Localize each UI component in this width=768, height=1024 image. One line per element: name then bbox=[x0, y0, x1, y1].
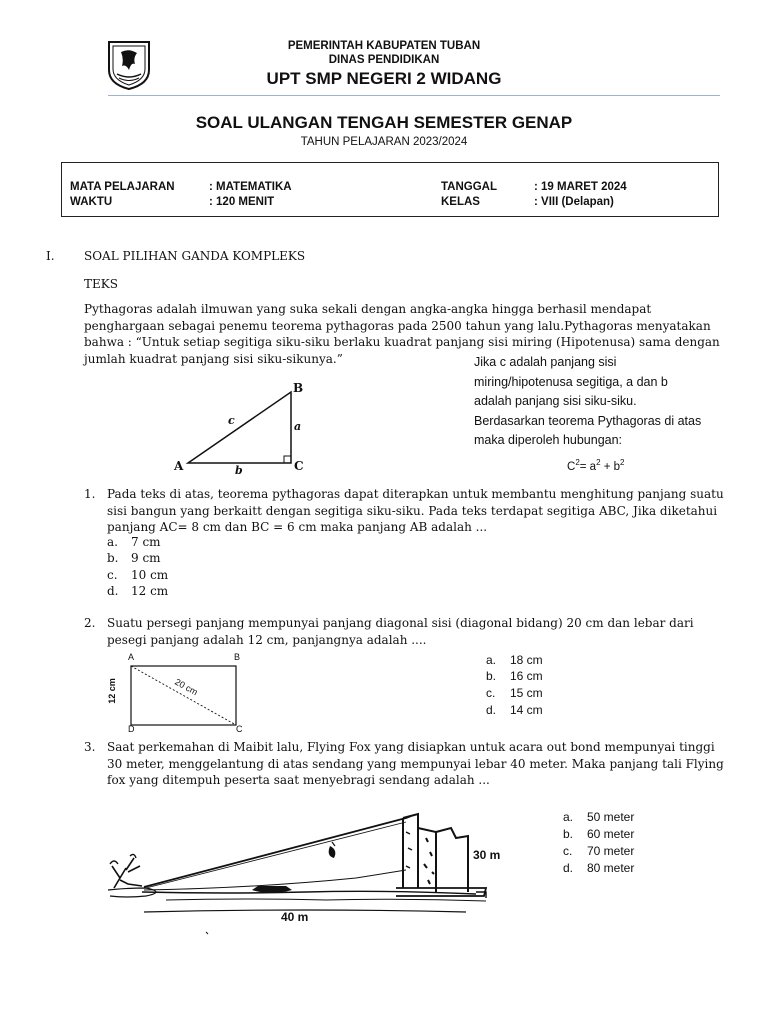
q1-option-d-letter: d. bbox=[107, 584, 119, 598]
q1-option-d-text: 12 cm bbox=[131, 584, 169, 598]
date-value: : 19 MARET 2024 bbox=[534, 181, 627, 193]
q3-option-d-text: 80 meter bbox=[587, 861, 635, 875]
date-label: TANGGAL bbox=[441, 181, 498, 193]
flying-fox-figure bbox=[106, 808, 546, 948]
question-3-number: 3. bbox=[84, 740, 96, 754]
q1-option-b-letter: b. bbox=[107, 551, 119, 565]
triangle-label-C: C bbox=[294, 459, 304, 473]
intro-paragraph: Pythagoras adalah ilmuwan yang suka sekali dengan angka-angka hingga berhasil mendapat penghargaan sebagai penemu teorema pythagoras pada 2500 tahun yang lalu.Pythagoras menyatakan bahwa : “Untuk setiap segitiga siku-siku berlaku kuadrat panjang sisi miring (Hipotenusa) sama dengan jumlah kuadrat panjang sisi siku-sikunya.” bbox=[84, 302, 720, 366]
header-gov: PEMERINTAH KABUPATEN TUBAN bbox=[287, 40, 481, 52]
question-2-number: 2. bbox=[84, 616, 96, 630]
subject-value: : MATEMATIKA bbox=[209, 181, 292, 193]
rect-label-B: B bbox=[234, 652, 241, 662]
header-divider bbox=[108, 95, 720, 96]
rectangle-figure bbox=[106, 652, 252, 736]
q2-option-d-letter: d. bbox=[486, 703, 497, 717]
q1-option-a-letter: a. bbox=[107, 535, 118, 549]
formula-lhs: C bbox=[567, 460, 576, 473]
header-school: UPT SMP NEGERI 2 WIDANG bbox=[266, 69, 502, 88]
q2-option-a-text: 18 cm bbox=[510, 653, 543, 667]
time-label: WAKTU bbox=[70, 196, 113, 208]
formula-sup-3: 2 bbox=[620, 458, 625, 467]
q3-option-c-letter: c. bbox=[563, 844, 573, 858]
question-1-number: 1. bbox=[84, 487, 96, 501]
header-dept: DINAS PENDIDIKAN bbox=[328, 54, 440, 66]
time-value: : 120 MENIT bbox=[209, 196, 275, 208]
formula-mid: = a bbox=[579, 460, 597, 473]
width-label: 40 m bbox=[281, 910, 309, 924]
rect-label-D: D bbox=[128, 724, 135, 734]
q1-option-a-text: 7 cm bbox=[131, 535, 161, 549]
formula-sup-1: 2 bbox=[575, 458, 580, 467]
question-3-text: Saat perkemahan di Maibit lalu, Flying Fox yang disiapkan untuk acara out bond mempunyai tinggi 30 meter, menggelantung di atas sendang yang mempunyai lebar 40 meter. Maka panjang tali Flying fox yang ditempuh peserta saat menyebragi sendang adalah ... bbox=[107, 740, 724, 787]
q1-option-b-text: 9 cm bbox=[131, 551, 161, 565]
question-1-text: Pada teks di atas, teorema pythagoras dapat diterapkan untuk membantu menghitung panjang suatu sisi bangun yang berkaitt dengan segitiga siku-siku. Pada teks terdapat segitiga ABC, Jika diketahui panjang AC= 8 cm dan BC = 6 cm maka panjang AB adalah ... bbox=[107, 487, 724, 534]
q2-option-b-letter: b. bbox=[486, 669, 497, 683]
triangle-figure bbox=[172, 379, 312, 477]
question-2-text: Suatu persegi panjang mempunyai panjang diagonal sisi (diagonal bidang) 20 cm dan lebar dari pesegi panjang adalah 12 cm, panjangnya adalah .... bbox=[107, 616, 694, 647]
triangle-label-A: A bbox=[174, 459, 184, 473]
q3-option-a-letter: a. bbox=[563, 810, 574, 824]
rect-label-C: C bbox=[236, 724, 243, 734]
q3-option-b-letter: b. bbox=[563, 827, 574, 841]
school-logo bbox=[107, 40, 151, 90]
exam-title: SOAL ULANGAN TENGAH SEMESTER GENAP bbox=[195, 113, 573, 132]
pythagoras-formula bbox=[567, 458, 625, 473]
section-number: I. bbox=[46, 249, 55, 263]
q2-option-d-text: 14 cm bbox=[510, 703, 543, 717]
q1-option-c-letter: c. bbox=[107, 568, 118, 582]
class-value: : VIII (Delapan) bbox=[534, 196, 614, 208]
exam-year: TAHUN PELAJARAN 2023/2024 bbox=[300, 136, 468, 148]
triangle-label-a: a bbox=[294, 420, 302, 433]
q3-option-d-letter: d. bbox=[563, 861, 574, 875]
rect-diagonal-label: 20 cm bbox=[173, 676, 200, 698]
q3-option-b-text: 60 meter bbox=[587, 827, 635, 841]
subject-label: MATA PELAJARAN bbox=[70, 181, 175, 193]
q3-option-a-text: 50 meter bbox=[587, 810, 635, 824]
q1-option-c-text: 10 cm bbox=[131, 568, 169, 582]
q2-option-c-text: 15 cm bbox=[510, 686, 543, 700]
side-note: Jika c adalah panjang sisi miring/hipotenusa segitiga, a dan b adalah panjang sisi siku-siku. Berdasarkan teorema Pythagoras di atas maka diperoleh hubungan: bbox=[474, 355, 702, 447]
section-title: SOAL PILIHAN GANDA KOMPLEKS bbox=[84, 249, 306, 263]
formula-sup-2: 2 bbox=[596, 458, 601, 467]
q2-option-b-text: 16 cm bbox=[510, 669, 543, 683]
rect-width-label: 12 cm bbox=[106, 678, 117, 704]
q3-option-c-text: 70 meter bbox=[587, 844, 635, 858]
triangle-label-B: B bbox=[293, 381, 304, 395]
q2-option-a-letter: a. bbox=[486, 653, 497, 667]
height-label: 30 m bbox=[473, 848, 501, 862]
text-label: TEKS bbox=[84, 277, 118, 291]
q2-option-c-letter: c. bbox=[486, 686, 496, 700]
class-label: KELAS bbox=[441, 196, 480, 208]
formula-op: + b bbox=[600, 460, 621, 473]
rect-label-A: A bbox=[128, 652, 135, 662]
triangle-label-b: b bbox=[235, 464, 243, 477]
triangle-label-c: c bbox=[228, 414, 235, 427]
